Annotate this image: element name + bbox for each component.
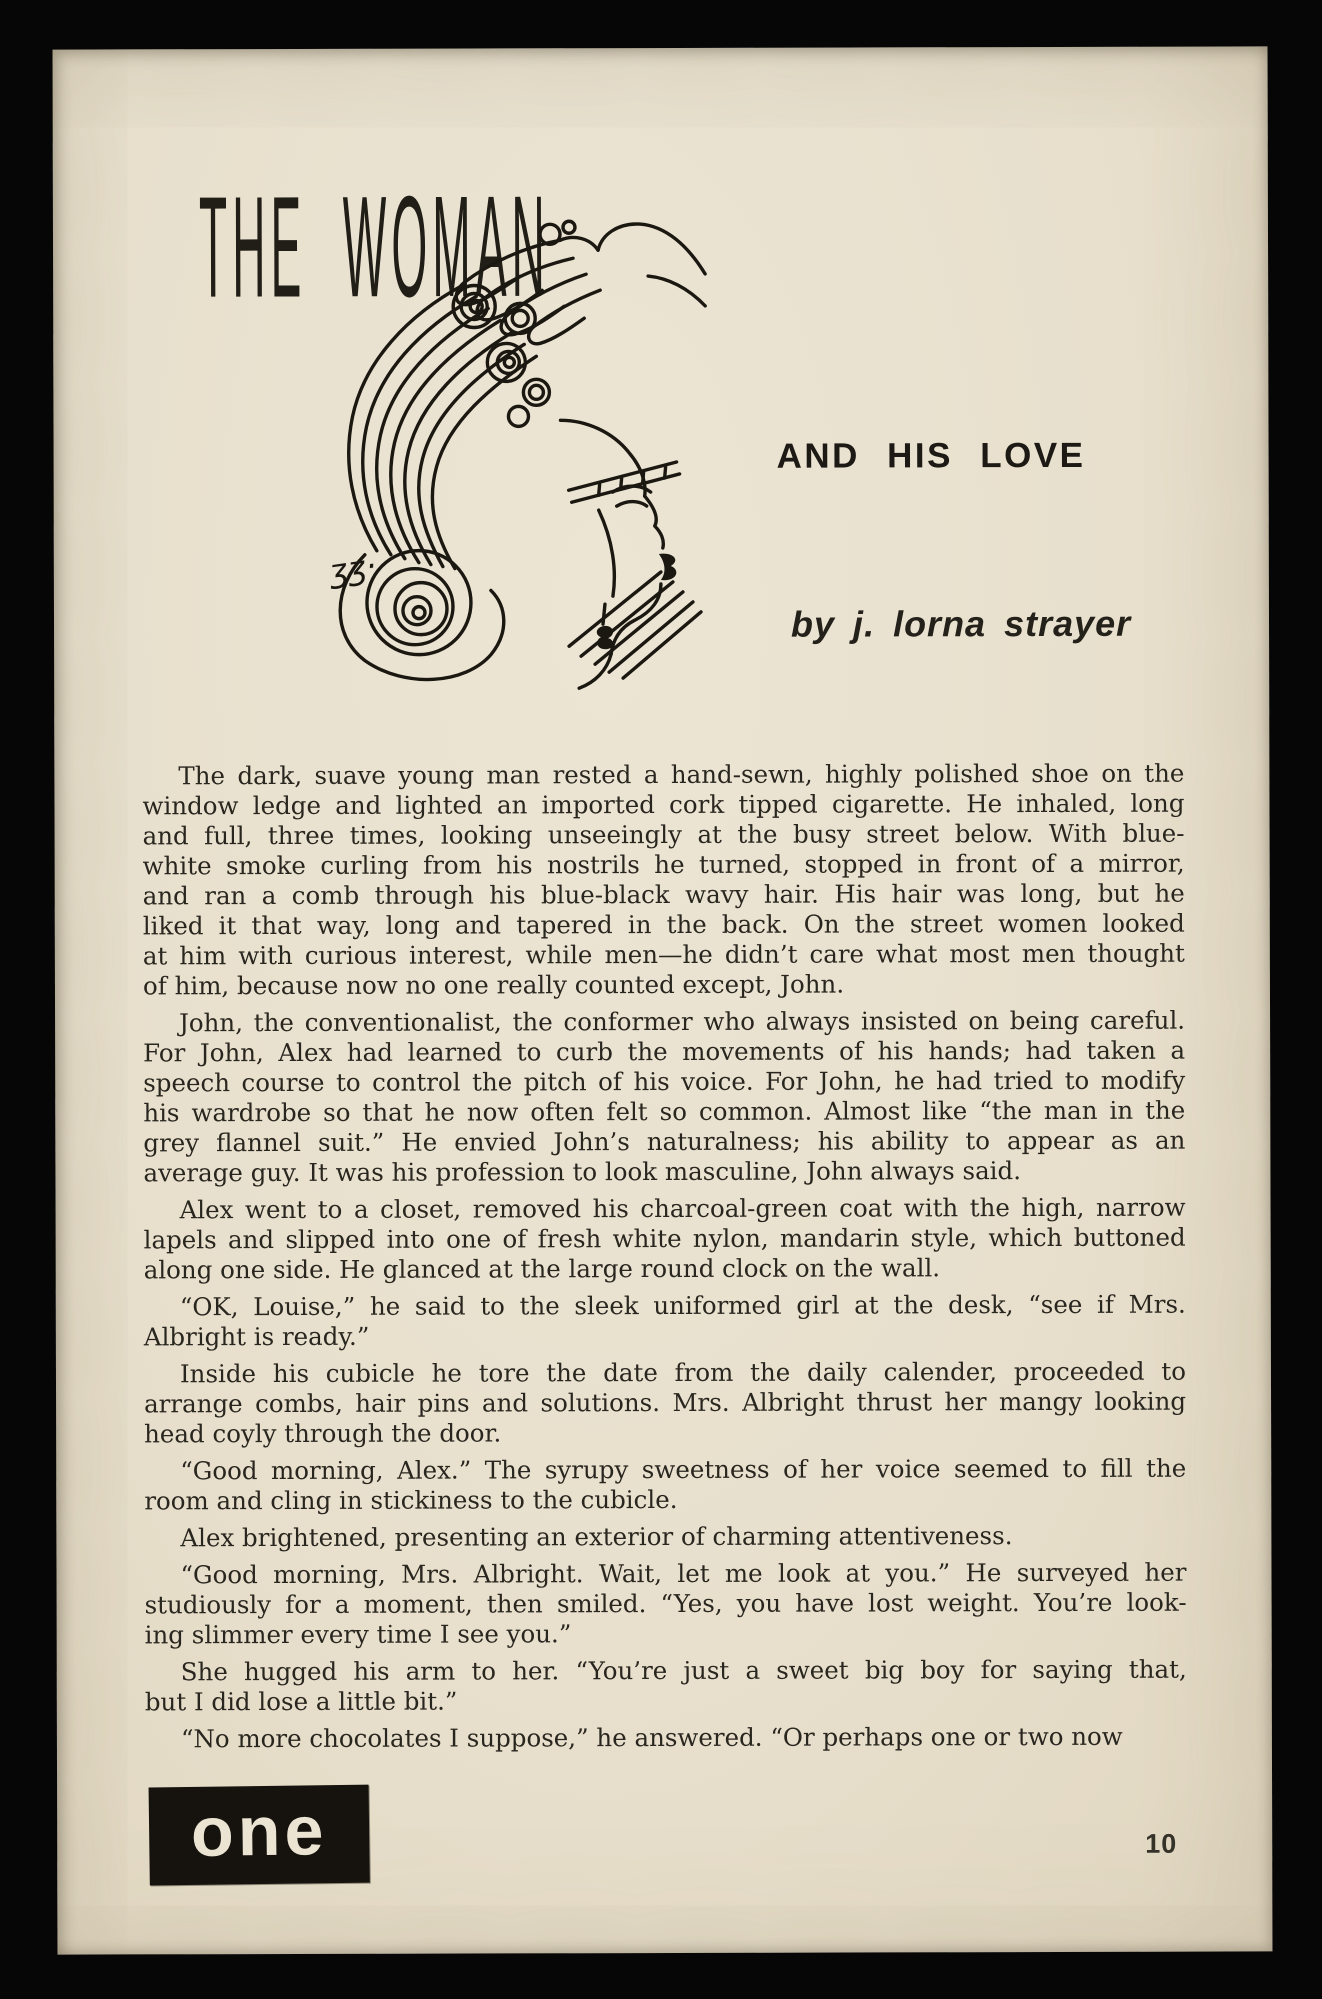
paragraph xyxy=(145,1655,1187,1718)
text-line: studiously for a moment, then smiled. “Yes, you have lost weight. You’re look- xyxy=(144,1587,1187,1620)
page-number: 10 xyxy=(1145,1828,1178,1859)
text-line: grey flannel suit.” He envied John’s naturalness; his ability to appear as an xyxy=(143,1125,1186,1158)
text-line: Albright is ready.” xyxy=(143,1321,370,1352)
text-line: ing slimmer every time I see you.” xyxy=(144,1619,572,1650)
text-line: arrange combs, hair pins and solutions. Mrs. Albright thrust her mangy looking xyxy=(144,1386,1187,1419)
text-line: speech course to control the pitch of his voice. For John, he had tried to modify xyxy=(143,1065,1186,1098)
paragraph xyxy=(144,1521,1186,1554)
text-line: room and cling in stickiness to the cubicle. xyxy=(144,1484,678,1516)
comb-stroke-hatching xyxy=(569,572,701,678)
text-line: liked it that way, long and tapered in the back. On the street women looked xyxy=(142,908,1185,941)
comb xyxy=(569,462,680,502)
text-line: and ran a comb through his blue-black wavy hair. His hair was long, but he xyxy=(142,878,1185,911)
paragraph xyxy=(145,1722,1187,1755)
text-line: Inside his cubicle he tore the date from the daily calender, proceeded to xyxy=(179,1356,1187,1389)
text-line: The dark, suave young man rested a hand-sewn, highly polished shoe on the xyxy=(178,758,1185,791)
logo-text: one xyxy=(190,1791,328,1871)
text-line: his wardrobe so that he now often felt so common. Almost like “the man in the xyxy=(143,1095,1186,1128)
text-line: but I did lose a little bit.” xyxy=(144,1686,458,1717)
paragraph xyxy=(144,1193,1186,1286)
article-subtitle: AND HIS LOVE xyxy=(776,435,1086,476)
paragraph xyxy=(144,1290,1186,1353)
text-line: “Good morning, Mrs. Albright. Wait, let me look at you.” He surveyed her xyxy=(180,1557,1187,1590)
text-line: head coyly through the door. xyxy=(144,1418,502,1449)
page-title: THE WOMAN xyxy=(198,165,551,329)
text-line: and full, three times, looking unseeingly at the busy street below. With blue- xyxy=(142,818,1185,851)
magazine-page xyxy=(53,46,1273,1954)
text-line: “Good morning, Alex.” The syrupy sweetness of her voice seemed to fill the xyxy=(180,1453,1187,1486)
text-line: along one side. He glanced at the large round clock on the wall. xyxy=(143,1253,941,1285)
text-line: white smoke curling from his nostrils he turned, stopped in front of a mirror, xyxy=(142,848,1185,881)
text-line: John, the conventionalist, the conformer who always insisted on being careful. xyxy=(179,1005,1186,1038)
text-line: of him, because now no one really counted except, John. xyxy=(142,969,845,1001)
text-line: Alex brightened, presenting an exterior of charming attentiveness. xyxy=(180,1521,1013,1553)
text-line: Alex went to a closet, removed his charcoal-green coat with the high, narrow xyxy=(179,1192,1186,1225)
artist-signature: ʒʒ· xyxy=(326,546,379,591)
text-line: She hugged his arm to her. “You’re just a sweet big boy for saying that, xyxy=(180,1654,1187,1687)
lips xyxy=(659,554,677,581)
article-byline: by j. lorna strayer xyxy=(790,602,1132,645)
paragraph xyxy=(143,1006,1185,1189)
paragraph xyxy=(144,1558,1186,1651)
story-text xyxy=(142,759,1187,1755)
text-line: at him with curious interest, while men—he didn’t care what most men thought xyxy=(142,938,1185,971)
text-line: “OK, Louise,” he said to the sleek uniformed girl at the desk, “see if Mrs. xyxy=(179,1289,1186,1322)
paragraph xyxy=(144,1357,1186,1450)
one-magazine-logo xyxy=(149,1785,370,1886)
text-line: lapels and slipped into one of fresh white nylon, mandarin style, which buttoned xyxy=(143,1222,1186,1255)
text-line: window ledge and lighted an imported cork tipped cigarette. He inhaled, long xyxy=(142,788,1185,821)
paragraph xyxy=(144,1454,1186,1517)
woman-hair-hand-illustration xyxy=(268,210,709,691)
text-line: “No more chocolates I suppose,” he answered. “Or perhaps one or two now xyxy=(180,1721,1123,1754)
text-line: For John, Alex had learned to curb the movements of his hands; had taken a xyxy=(143,1035,1186,1068)
text-line: average guy. It was his profession to look masculine, John always said. xyxy=(143,1156,1022,1188)
paragraph xyxy=(142,759,1185,1002)
